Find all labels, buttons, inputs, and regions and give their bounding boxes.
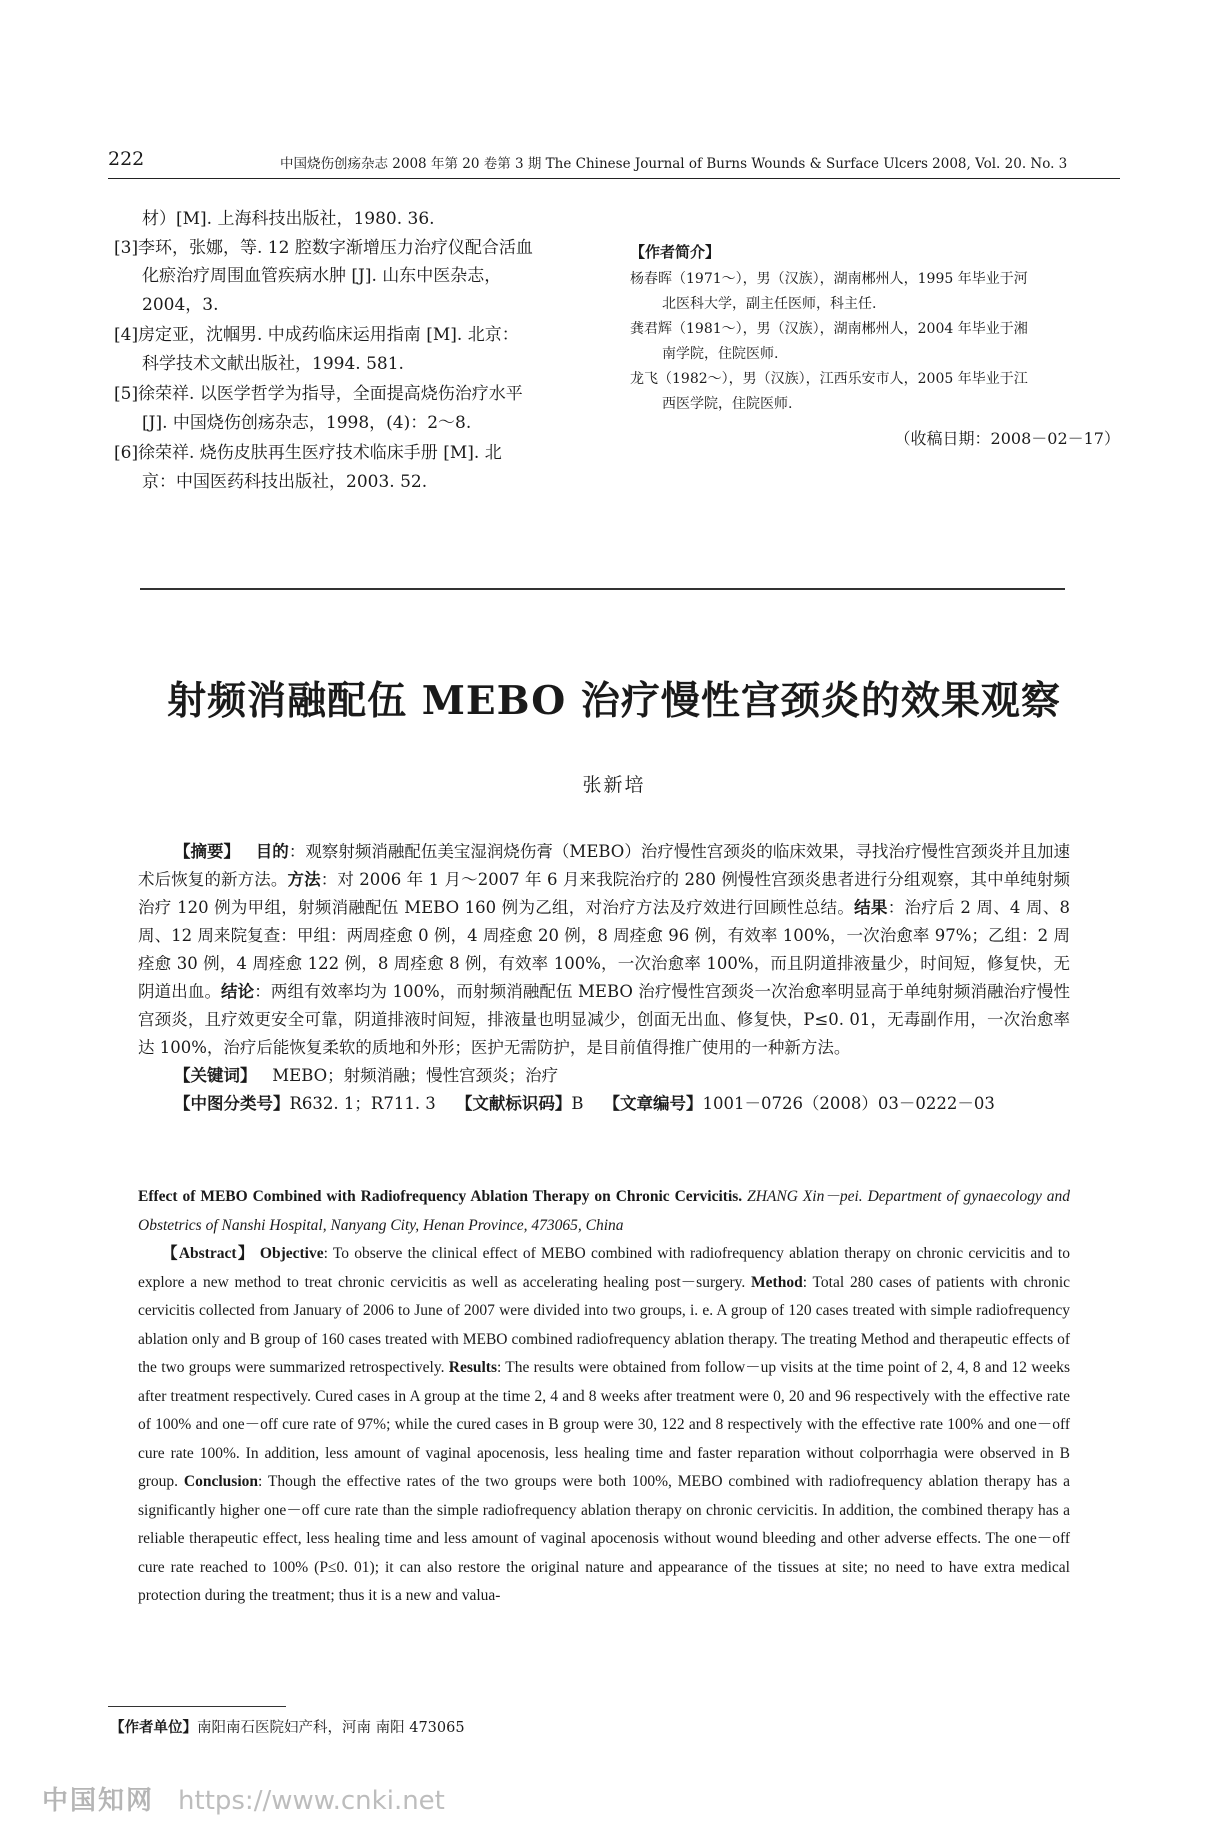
conclusion-text: : Though the effective rates of the two groups were both 100%, MEBO combined with radiofrequency ablation therapy has a significantly higher one－off cure rate than the simple radiofrequency ablation therapy on chronic cervicitis. In addition, the combined therapy has a reliable therapeutic effect, less healing time and less amount of vaginal apocenosis without wound bleeding and other adverse effects. The one－off cure rate reached to 100% (P≤0. 01); it can also restore the original nature and appearance of the tissues at site; no need to have extra medical protection during the treatment; thus it is a new and valua-	[138, 1473, 1070, 1604]
reference-line: 2004，3.	[142, 294, 219, 315]
section-divider	[140, 588, 1065, 590]
conclusion-label: 结论	[221, 982, 255, 1001]
method-text: ：对 2006 年 1 月～2007 年 6 月来我院治疗的 280 例慢性宫颈炎患者进行分组观察，其中单纯射频治疗 120 例为甲组，射频消融配伍 MEBO 160 例为乙组，对治疗方法及疗效进行回顾性总结。	[138, 870, 1071, 917]
reference-continuation: 材）[M]. 上海科技出版社，1980. 36.	[142, 209, 435, 229]
reference-line: 徐荣祥. 以医学哲学为指导，全面提高烧伤治疗水平	[138, 384, 523, 404]
author-entry-line: 杨春晖（1971～），男（汉族），湖南郴州人，1995 年毕业于河	[630, 271, 1028, 287]
doc-code-label: 【文献标识码】	[455, 1094, 572, 1113]
abstract-label: 【摘要】	[174, 842, 241, 861]
method-label: Method	[751, 1273, 803, 1291]
conclusion-label: Conclusion	[183, 1473, 259, 1490]
cnki-watermark	[42, 1780, 445, 1817]
page-number: 222	[108, 148, 145, 170]
author-entry-line: 北医科大学，副主任医师，科主任.	[662, 296, 877, 312]
conclusion-text: ：两组有效率均为 100%，而射频消融配伍 MEBO 治疗慢性宫颈炎一次治愈率明显高于单纯射频消融治疗慢性宫颈炎，且疗效更安全可靠，阴道排液时间短，排液量也明显减少，创面无出血、修复快，P≤0. 01，无毒副作用，一次治愈率达 100%，治疗后能恢复柔软的质地和外形；医护无需防护，是目前值得推广使用的一种新方法。	[138, 982, 1070, 1057]
reference-number: [3]	[114, 237, 139, 258]
objective-text: : To observe the clinical effect of MEBO combined with radiofrequency ablation therapy on chronic cervicitis and to explore a new method to treat chronic cervicitis as well as accelerating healing post－surgery.	[138, 1245, 1070, 1291]
reference-item	[114, 321, 598, 378]
keywords-line	[138, 1062, 1070, 1090]
reference-line: 徐荣祥. 烧伤皮肤再生医疗技术临床手册 [M]. 北	[138, 443, 502, 463]
english-abstract	[138, 1183, 1070, 1611]
doc-code-value: B	[571, 1094, 584, 1113]
reference-item	[114, 439, 598, 496]
results-text: : The results were obtained from follow－up visits at the time point of 2, 4, 8 and 12 weeks after treatment respectively. Cured cases in A group at the time 2, 4 and 8 weeks after treatment were 0, 20 and 96 respectively with the effective rate of 100% and one－off cure rate of 97%; while the cured cases in B group were 30, 122 and 8 respectively with the effective rate 100% and one－off cure rate 100%. In addition, less amount of vaginal apocenosis, less healing time and faster reparation without colporrhagia were observed in B group.	[138, 1359, 1071, 1490]
header-rule	[108, 178, 1120, 179]
footnote-rule	[108, 1706, 286, 1707]
reference-item	[114, 234, 598, 320]
author-entry-line: 龚君辉（1981～），男（汉族），湖南郴州人，2004 年毕业于湘	[630, 321, 1028, 337]
reference-line: 化瘀治疗周围血管疾病水肿 [J]. 山东中医杂志，	[142, 266, 502, 286]
footnote-label: 【作者单位】	[110, 1719, 197, 1736]
english-author-affiliation: ZHANG Xin－pei. Department of gynaecology and Obstetrics of Nanshi Hospital, Nanyang City, Henan Province, 473065, China	[138, 1188, 1071, 1234]
keywords-text: MEBO；射频消融；慢性宫颈炎；治疗	[272, 1066, 559, 1085]
reference-line: 李环，张娜，等. 12 腔数字渐增压力治疗仪配合活血	[138, 237, 533, 258]
received-date: （收稿日期：2008－02－17）	[894, 429, 1120, 448]
abstract-label: 【Abstract】	[162, 1245, 255, 1262]
clc-label: 【中图分类号】	[174, 1094, 290, 1113]
article-author: 张新培	[582, 774, 646, 796]
reference-line: [J]. 中国烧伤创疡杂志，1998，(4)：2～8.	[142, 412, 472, 433]
author-entry	[630, 317, 1120, 367]
reference-line: 房定亚，沈帼男. 中成药临床运用指南 [M]. 北京：	[138, 325, 519, 345]
objective-text: ：观察射频消融配伍美宝湿润烧伤膏（MEBO）治疗慢性宫颈炎的临床效果，寻找治疗慢性宫颈炎并且加速术后恢复的新方法。	[138, 842, 1070, 889]
running-head: 中国烧伤创疡杂志 2008 年第 20 卷第 3 期 The Chinese Journal of Burns Wounds & Surface Ulcers 2008, Vol. 20. No. 3	[280, 156, 1068, 172]
results-label: Results	[448, 1359, 497, 1376]
author-profile-heading: 【作者简介】	[630, 243, 721, 261]
abstract-paragraph	[138, 838, 1070, 1062]
objective-label: 目的	[255, 842, 289, 861]
chinese-abstract	[138, 838, 1070, 1118]
footnote-text: 南阳南石医院妇产科，河南 南阳 473065	[197, 1720, 465, 1736]
english-title-line	[138, 1183, 1070, 1240]
author-entry	[630, 367, 1120, 417]
reference-item	[114, 380, 598, 437]
author-affiliation-footnote	[110, 1716, 465, 1737]
classification-line	[138, 1090, 1070, 1118]
author-entry-line: 南学院，住院医师.	[662, 346, 779, 362]
watermark-brand: 中国知网	[42, 1786, 155, 1816]
clc-value: R632. 1；R711. 3	[289, 1094, 436, 1113]
reference-line: 京：中国医药科技出版社，2003. 52.	[142, 471, 428, 492]
english-title: Effect of MEBO Combined with Radiofrequency Ablation Therapy on Chronic Cervicitis.	[138, 1188, 743, 1205]
author-entry-line: 龙飞（1982～），男（汉族），江西乐安市人，2005 年毕业于江	[630, 371, 1028, 387]
english-abstract-paragraph	[138, 1240, 1070, 1611]
keywords-label: 【关键词】	[174, 1066, 257, 1085]
reference-number: [4]	[114, 325, 139, 345]
reference-list	[114, 205, 598, 498]
author-profile	[630, 240, 1120, 417]
article-no-value: 1001－0726（2008）03－0222－03	[702, 1094, 995, 1113]
reference-number: [5]	[114, 384, 139, 404]
author-entry	[630, 267, 1120, 317]
watermark-url: https://www.cnki.net	[178, 1786, 445, 1816]
results-label: 结果	[854, 898, 888, 917]
objective-label: Objective	[259, 1245, 324, 1262]
reference-line: 科学技术文献出版社，1994. 581.	[142, 353, 404, 374]
results-text: ：治疗后 2 周、4 周、8 周、12 周来院复查：甲组：两周痊愈 0 例，4 周痊愈 20 例，8 周痊愈 96 例，有效率 100%，一次治愈率 97%；乙组：2 周痊愈 30 例，4 周痊愈 122 例，8 周痊愈 8 例，有效率 100%，一次治愈率 100%，而且阴道排液量少，时间短，修复快，无阴道出血。	[138, 898, 1071, 1001]
method-label: 方法	[287, 870, 321, 889]
method-text: : Total 280 cases of patients with chronic cervicitis collected from January of 2006 to June of 2007 were divided into two groups, i. e. A group of 120 cases treated with simple radiofrequency ablation only and B group of 160 cases treated with MEBO combined radiofrequency ablation therapy. The treating Method and therapeutic effects of the two groups were summarized retrospectively.	[138, 1273, 1071, 1376]
article-no-label: 【文章编号】	[603, 1094, 703, 1113]
article-title: 射频消融配伍 MEBO 治疗慢性宫颈炎的效果观察	[167, 678, 1061, 724]
author-entry-line: 西医学院，住院医师.	[662, 396, 793, 412]
reference-number: [6]	[114, 443, 139, 463]
